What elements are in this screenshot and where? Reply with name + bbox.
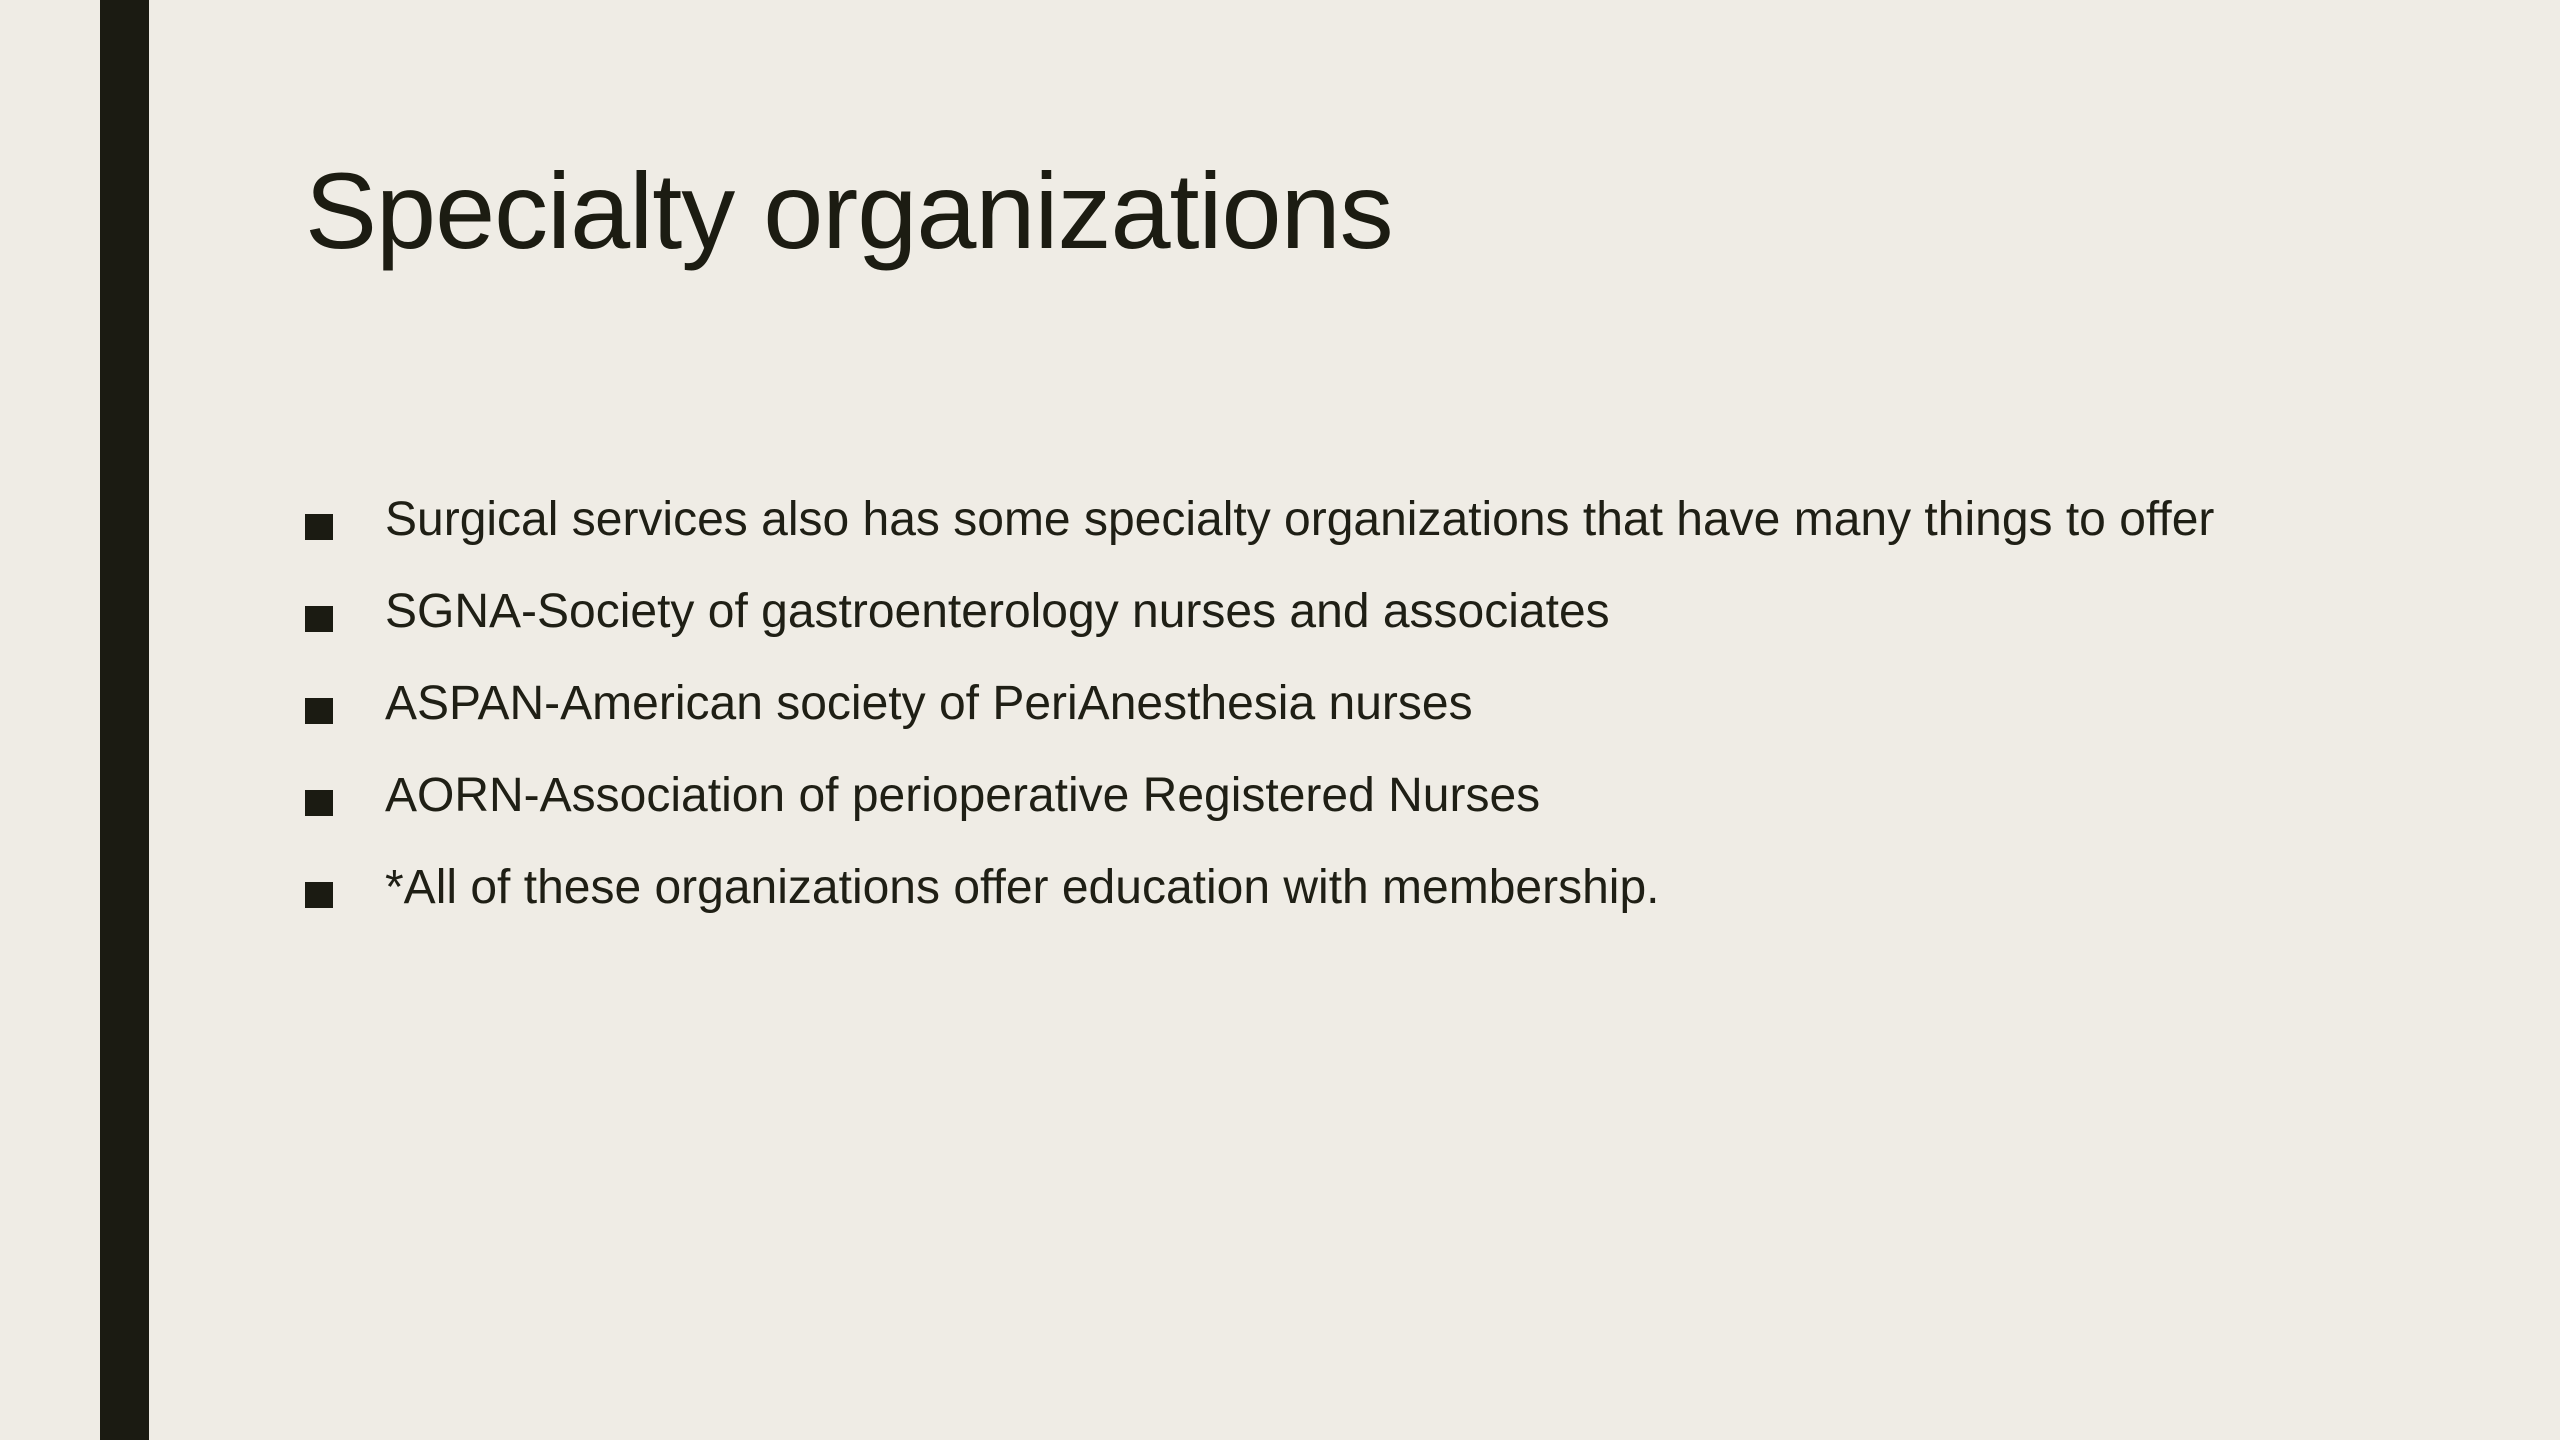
slide-title: Specialty organizations [305,150,1393,271]
bullet-item [305,674,2285,734]
bullet-item [305,582,2285,642]
bullet-text: AORN-Association of perioperative Registered Nurses [385,769,1541,822]
accent-bar [100,0,149,1440]
bullet-text: Surgical services also has some specialty organizations that have many things to offer [385,493,2215,546]
bullet-list [305,490,2285,950]
square-bullet-icon [305,514,333,540]
bullet-text: *All of these organizations offer education with membership. [385,861,1660,914]
bullet-item [305,490,2285,550]
square-bullet-icon [305,882,333,908]
bullet-text: SGNA-Society of gastroenterology nurses and associates [385,585,1610,638]
square-bullet-icon [305,606,333,632]
bullet-item [305,858,2285,918]
bullet-text: ASPAN-American society of PeriAnesthesia nurses [385,677,1473,730]
bullet-item [305,766,2285,826]
square-bullet-icon [305,790,333,816]
square-bullet-icon [305,698,333,724]
